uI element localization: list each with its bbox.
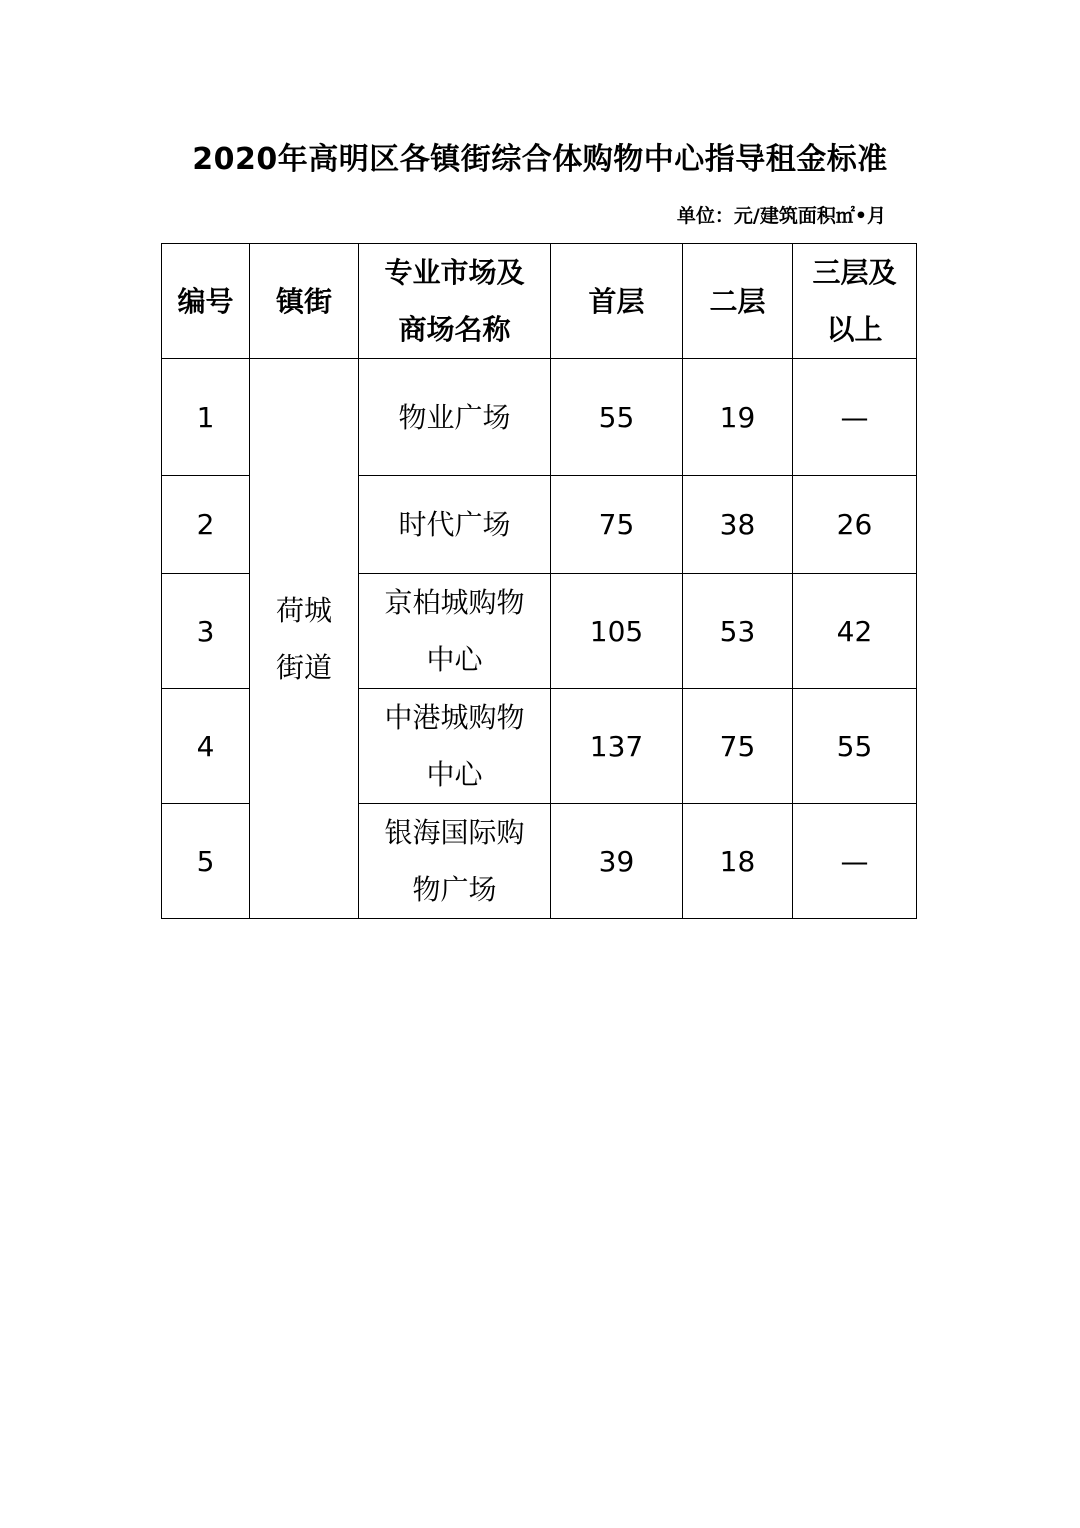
rent-table xyxy=(161,243,917,919)
third-floor-rent: — xyxy=(793,804,917,919)
mall-name-line1: 京柏城购物 xyxy=(384,586,525,619)
header-third-floor xyxy=(793,244,917,359)
mall-name-line1: 银海国际购 xyxy=(384,816,525,849)
street-cell xyxy=(250,359,359,919)
first-floor-rent: 55 xyxy=(551,359,683,476)
header-name-line2: 商场名称 xyxy=(398,313,511,346)
mall-name xyxy=(359,804,551,919)
unit-note: 单位：元/建筑面积㎡•月 xyxy=(676,205,886,227)
third-floor-rent: 42 xyxy=(793,574,917,689)
mall-name-line2: 中心 xyxy=(426,758,483,791)
row-number: 2 xyxy=(162,476,250,574)
mall-name-line2: 物广场 xyxy=(412,873,497,906)
second-floor-rent: 53 xyxy=(683,574,793,689)
first-floor-rent: 105 xyxy=(551,574,683,689)
header-row xyxy=(162,244,917,359)
first-floor-rent: 39 xyxy=(551,804,683,919)
header-name xyxy=(359,244,551,359)
header-number: 编号 xyxy=(162,244,250,359)
street-line2: 街道 xyxy=(275,650,332,684)
header-second-floor: 二层 xyxy=(683,244,793,359)
second-floor-rent: 19 xyxy=(683,359,793,476)
row-number: 4 xyxy=(162,689,250,804)
row-number: 5 xyxy=(162,804,250,919)
mall-name: 物业广场 xyxy=(359,359,551,476)
third-floor-rent: 26 xyxy=(793,476,917,574)
third-floor-rent: — xyxy=(793,359,917,476)
document-title: 2020年高明区各镇街综合体购物中心指导租金标准 xyxy=(192,142,888,177)
header-third-line2: 以上 xyxy=(826,313,883,346)
header-street: 镇街 xyxy=(250,244,359,359)
header-third-line1: 三层及 xyxy=(812,256,897,289)
header-first-floor: 首层 xyxy=(551,244,683,359)
second-floor-rent: 18 xyxy=(683,804,793,919)
header-name-line1: 专业市场及 xyxy=(384,256,525,289)
first-floor-rent: 137 xyxy=(551,689,683,804)
row-number: 1 xyxy=(162,359,250,476)
mall-name xyxy=(359,689,551,804)
table-row xyxy=(162,359,917,476)
first-floor-rent: 75 xyxy=(551,476,683,574)
third-floor-rent: 55 xyxy=(793,689,917,804)
mall-name xyxy=(359,574,551,689)
mall-name: 时代广场 xyxy=(359,476,551,574)
mall-name-line1: 中港城购物 xyxy=(384,701,525,734)
street-line1: 荷城 xyxy=(275,593,332,627)
second-floor-rent: 75 xyxy=(683,689,793,804)
row-number: 3 xyxy=(162,574,250,689)
second-floor-rent: 38 xyxy=(683,476,793,574)
mall-name-line2: 中心 xyxy=(426,643,483,676)
